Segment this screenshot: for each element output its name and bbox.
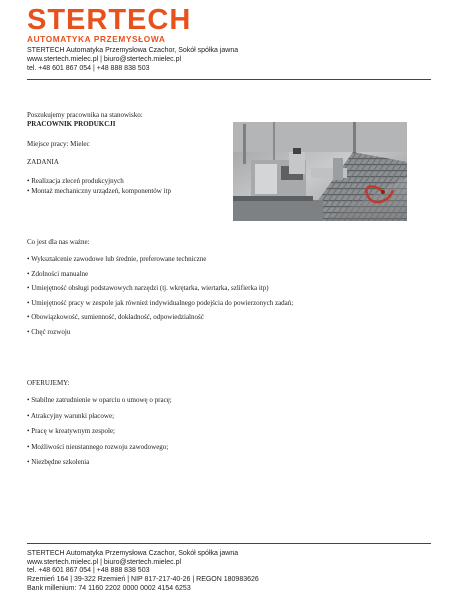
header-contact	[27, 46, 238, 73]
list-item: • Obowiązkowość, sumienność, dokładność, odpowiedzialność	[27, 313, 204, 321]
list-item: • Chęć rozwoju	[27, 327, 71, 336]
logo-wordmark: STERTECH	[27, 4, 192, 36]
list-item: • Realizacja zleceń produkcyjnych	[27, 177, 124, 185]
footer-address: Rzemień 164 | 39-322 Rzemień | NIP 817-217-40-26 | REGON 180983626	[27, 576, 259, 584]
list-item: • Zdolności manualne	[27, 269, 89, 278]
tasks-list	[27, 176, 171, 196]
list-item: • Atrakcyjny warunki płacowe;	[27, 411, 115, 420]
footer-bank: Bank millenium: 74 1160 2202 0000 0002 4154 6253	[27, 584, 191, 592]
footer-phones: tel. +48 601 867 054 | +48 888 838 503	[27, 567, 150, 575]
footer-web-email[interactable]: www.stertech.mielec.pl | biuro@stertech.mielec.pl	[27, 558, 182, 566]
list-item: • Montaż mechaniczny urządzeń, komponentów itp	[27, 187, 171, 195]
position-title: PRACOWNIK PRODUKCJI	[27, 120, 116, 128]
conveyor-machine-image	[233, 122, 407, 221]
requirements-list	[27, 252, 293, 339]
header-divider	[27, 79, 431, 80]
location-text: Miejsce pracy: Mielec	[27, 140, 90, 148]
header-company: STERTECH Automatyka Przemysłowa Czachor, Sokół spółka jawna	[27, 47, 239, 54]
list-item: • Możliwości nieustannego rozwoju zawodowego;	[27, 442, 169, 451]
footer-divider	[27, 543, 431, 544]
offer-list	[27, 393, 172, 471]
list-item: • Umiejętność obsługi podstawowych narzędzi (tj. wkrętarka, wiertarka, szlifierka itp)	[27, 284, 269, 292]
list-item: • Wykształcenie zawodowe lub średnie, preferowane techniczne	[27, 255, 207, 263]
list-item: • Niezbędne szkolenia	[27, 458, 90, 466]
tasks-heading: ZADANIA	[27, 158, 59, 166]
requirements-heading: Co jest dla nas ważne:	[27, 238, 90, 246]
footer-company: STERTECH Automatyka Przemysłowa Czachor, Sokół spółka jawna	[27, 550, 239, 557]
list-item: • Umiejętność pracy w zespole jak również indywidualnego podejścia do powierzonych zadań;	[27, 298, 294, 307]
looking-for-text: Poszukujemy pracownika na stanowisko:	[27, 111, 143, 119]
company-logo	[27, 4, 192, 44]
list-item: • Pracę w kreatywnym zespole;	[27, 427, 115, 435]
header-phones: tel. +48 601 867 054 | +48 888 838 503	[27, 65, 150, 72]
offer-heading: OFERUJEMY:	[27, 379, 70, 387]
logo-tagline: AUTOMATYKA PRZEMYSŁOWA	[27, 34, 166, 44]
header-web-email[interactable]: www.stertech.mielec.pl | biuro@stertech.mielec.pl	[27, 56, 182, 63]
list-item: • Stabilne zatrudnienie w oparciu o umowę o pracę;	[27, 396, 172, 404]
production-photo	[233, 122, 407, 221]
footer-contact	[27, 550, 259, 594]
